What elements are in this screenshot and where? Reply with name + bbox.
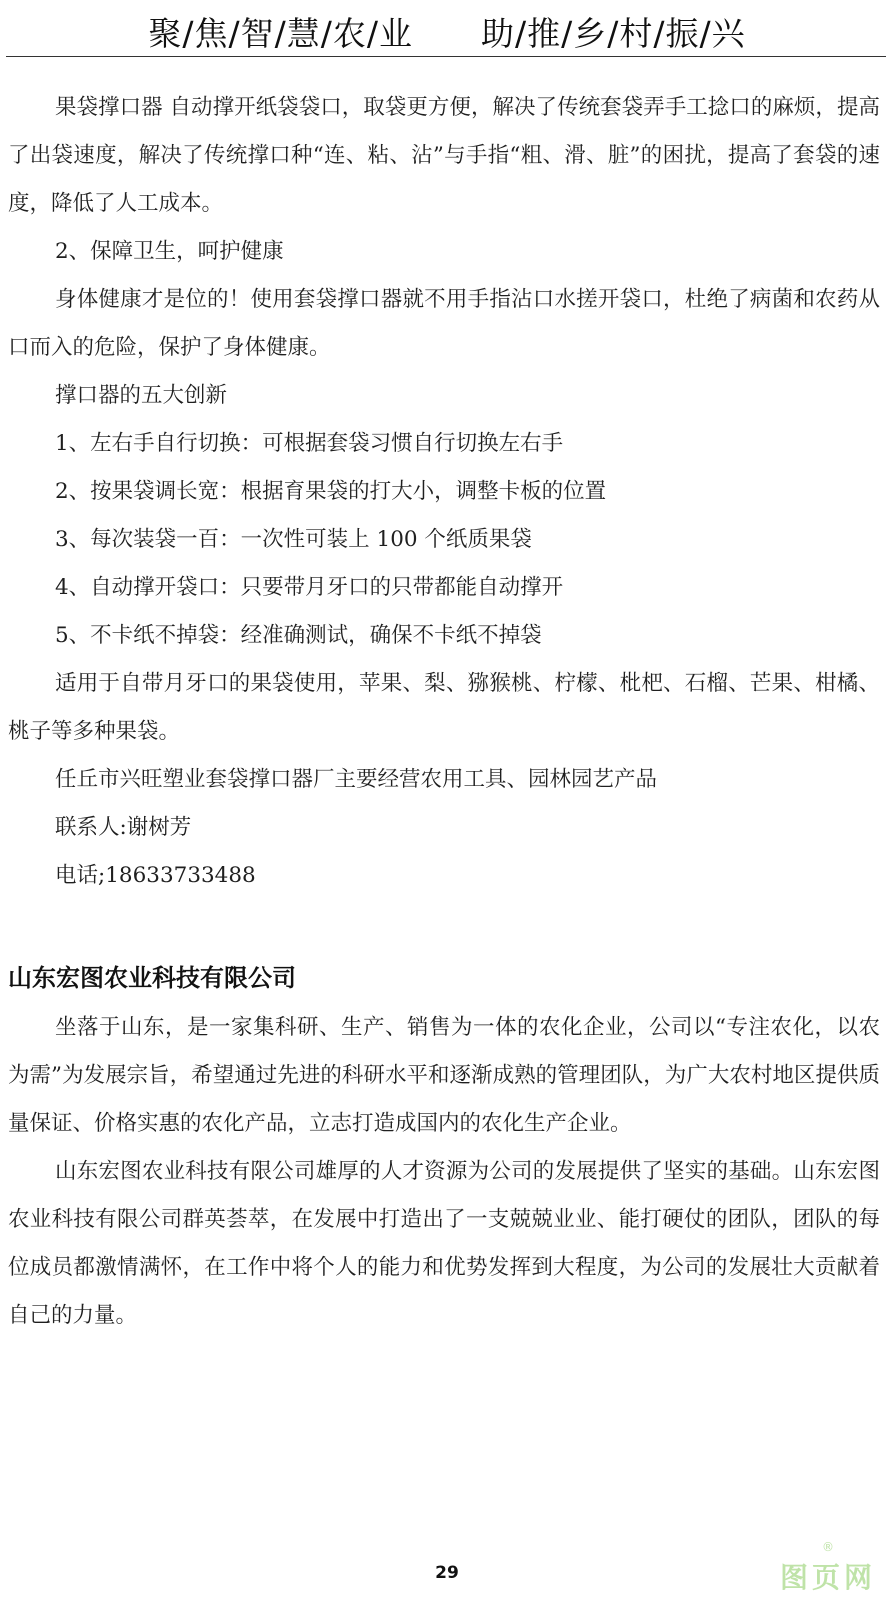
- manufacturer-line: 任丘市兴旺塑业套袋撑口器厂主要经营农用工具、园林园艺产品: [55, 767, 658, 792]
- header-divider: [6, 56, 886, 57]
- company-intro-paragraph: 坐落于山东，是一家集科研、生产、销售为一体的农化企业，公司以“专注农化，以农为需”为发展宗旨，希望通过先进的科研水平和逐渐成熟的管理团队，为广大农村地区提供质量保证、价格实惠的农化产品，立志打造成国内的农化生产企业。: [8, 1015, 880, 1136]
- innovation-item-1: 1、左右手自行切换：可根据套袋习惯自行切换左右手: [55, 431, 564, 456]
- hygiene-paragraph: 身体健康才是位的！使用套袋撑口器就不用手指沾口水搓开袋口，杜绝了病菌和农药从口而入的危险，保护了身体健康。: [8, 287, 880, 360]
- innovation-item-3: 3、每次装袋一百：一次性可装上 100 个纸质果袋: [55, 527, 532, 552]
- product-intro-paragraph: 果袋撑口器 自动撑开纸袋袋口，取袋更方便，解决了传统套袋弄手工捻口的麻烦，提高了出袋速度，解决了传统撑口种“连、粘、沾”与手指“粗、滑、脏”的困扰，提高了套袋的速度，降低了人工成本。: [8, 95, 880, 216]
- watermark-logo: 图页网: [779, 1561, 876, 1594]
- innovation-item-4: 4、自动撑开袋口：只要带月牙口的只带都能自动撑开: [55, 575, 564, 600]
- contact-person-line: 联系人:谢树芳: [55, 815, 192, 840]
- hygiene-subheading: 2、保障卫生，呵护健康: [55, 239, 284, 264]
- innovation-item-2: 2、按果袋调长宽：根据育果袋的打大小，调整卡板的位置: [55, 479, 607, 504]
- phone-line: 电话;18633733488: [55, 863, 256, 888]
- product-section: [8, 84, 880, 900]
- page-header: [0, 0, 894, 58]
- company-heading: 山东宏图农业科技有限公司: [8, 964, 296, 992]
- company-section: [8, 1004, 880, 1340]
- watermark-registered-mark: ®: [822, 1540, 834, 1554]
- header-slogan: 聚/焦/智/慧/农/业 助/推/乡/村/振/兴: [148, 14, 746, 53]
- innovations-subheading: 撑口器的五大创新: [55, 383, 228, 408]
- applicable-fruits-paragraph: 适用于自带月牙口的果袋使用，苹果、梨、猕猴桃、柠檬、枇杷、石榴、芒果、柑橘、桃子等多种果袋。: [8, 671, 880, 744]
- page-number: 29: [435, 1563, 459, 1583]
- innovation-item-5: 5、不卡纸不掉袋：经准确测试，确保不卡纸不掉袋: [55, 623, 542, 648]
- company-team-paragraph: 山东宏图农业科技有限公司雄厚的人才资源为公司的发展提供了坚实的基础。山东宏图农业科技有限公司群英荟萃，在发展中打造出了一支兢兢业业、能打硬仗的团队，团队的每位成员都激情满怀，在工作中将个人的能力和优势发挥到大程度，为公司的发展壮大贡献着自己的力量。: [8, 1159, 880, 1328]
